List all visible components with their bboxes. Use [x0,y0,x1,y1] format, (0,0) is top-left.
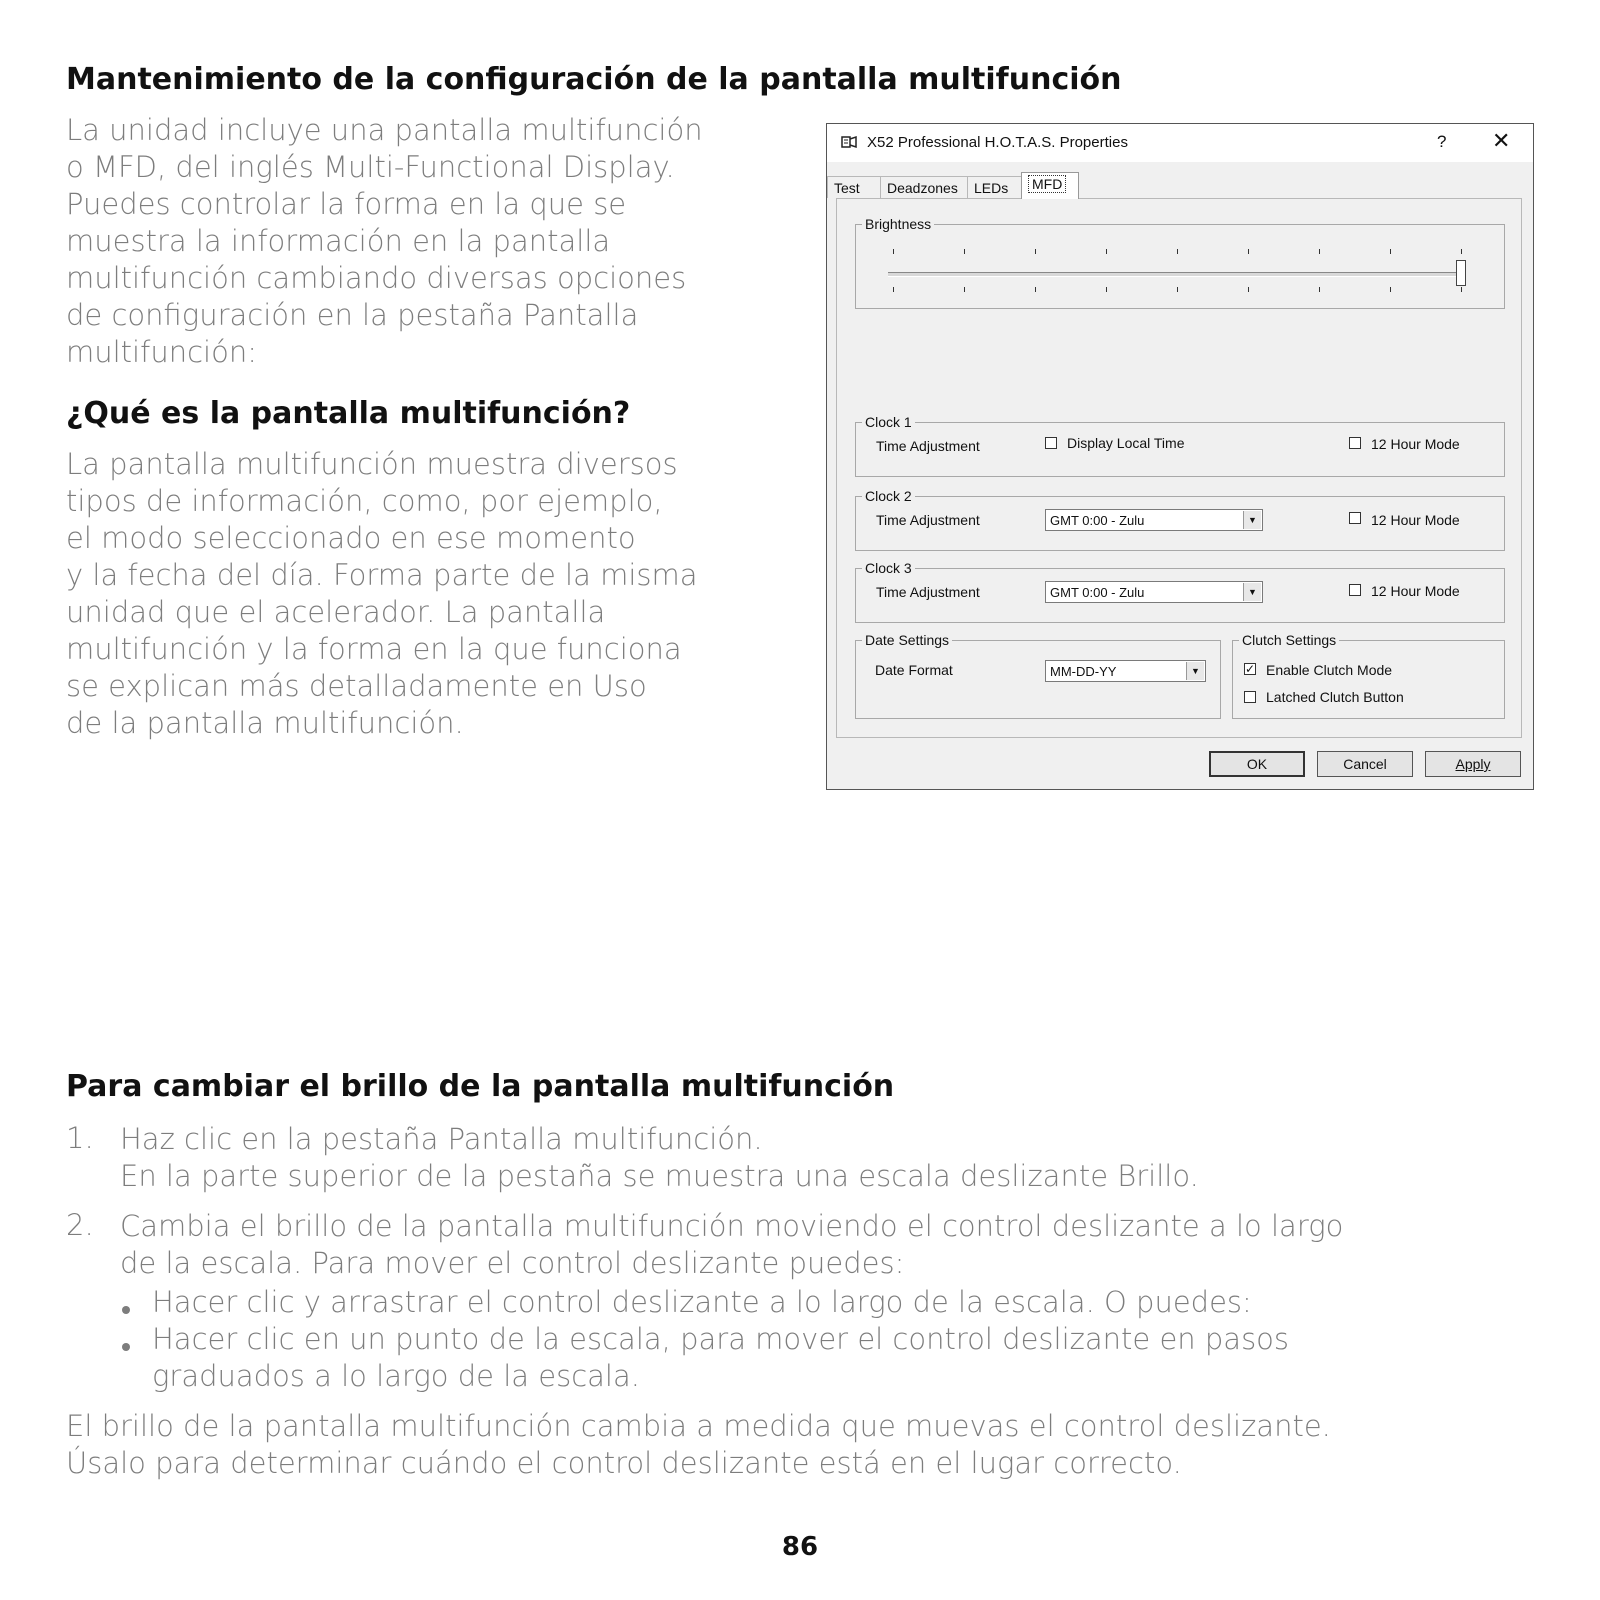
chevron-down-icon[interactable]: ▼ [1243,583,1261,601]
brightness-slider-thumb[interactable] [1456,260,1466,286]
text-line: El brillo de la pantalla multifunción cambia a medida que muevas el control deslizante. [66,1409,1331,1443]
slider-tick [1390,249,1391,254]
slider-tick [893,249,894,254]
slider-tick [964,287,965,292]
bullet-icon [122,1306,130,1314]
clutch-settings-legend: Clutch Settings [1239,632,1339,648]
clock2-legend: Clock 2 [862,488,915,504]
enable-clutch-label: Enable Clutch Mode [1266,662,1393,678]
text-line: multifunción cambiando diversas opciones [66,261,687,295]
text-line: multifunción y la forma en la que funciona [66,632,682,666]
clock3-timezone-select[interactable] [1045,581,1263,603]
slider-tick [1177,287,1178,292]
date-format-value: MM-DD-YY [1050,664,1117,679]
text-line: Úsalo para determinar cuándo el control deslizante está en el lugar correcto. [66,1446,1182,1480]
text-line: el modo seleccionado en ese momento [66,521,636,555]
text-line: de configuración en la pestaña Pantalla [66,298,639,332]
clock3-group [855,560,1505,623]
mfd-tab-panel [836,198,1522,738]
bullet-item [152,1321,1542,1395]
section-heading-mfd-settings: Mantenimiento de la configuración de la pantalla multifunción [66,62,1122,97]
properties-dialog [826,123,1534,790]
chevron-down-icon[interactable]: ▼ [1243,511,1261,529]
brightness-group [855,216,1505,309]
brightness-legend: Brightness [862,216,934,232]
tab-leds[interactable] [967,176,1022,198]
tab-mfd[interactable] [1021,172,1079,199]
text-line: muestra la información en la pantalla [66,224,611,258]
text-line: se explican más detalladamente en Uso [66,669,647,703]
slider-tick [1106,249,1107,254]
slider-tick [1319,249,1320,254]
clock1-12-hour-checkbox[interactable] [1349,437,1361,449]
bullet-icon [122,1343,130,1351]
text-line: La unidad incluye una pantalla multifunción [66,113,703,147]
display-local-time-label: Display Local Time [1067,435,1185,451]
section-heading-change-brightness: Para cambiar el brillo de la pantalla multifunción [66,1069,895,1104]
clock3-legend: Clock 3 [862,560,915,576]
text-line: La pantalla multifunción muestra diversos [66,447,678,481]
clock1-legend: Clock 1 [862,414,915,430]
slider-tick [1319,287,1320,292]
closing-paragraph [66,1408,1546,1482]
clock2-group [855,488,1505,551]
clutch-settings-group [1232,632,1505,719]
slider-tick [964,249,965,254]
section-heading-what-is-mfd: ¿Qué es la pantalla multifunción? [66,396,631,431]
date-format-select[interactable] [1045,660,1206,682]
help-button[interactable]: ? [1437,132,1447,151]
slider-tick [1248,287,1249,292]
slider-tick [1390,287,1391,292]
brightness-track [888,272,1466,277]
slider-tick [1177,249,1178,254]
slider-tick [1035,287,1036,292]
text-line: unidad que el acelerador. La pantalla [66,595,606,629]
tab-test[interactable] [827,176,881,198]
ok-button[interactable]: OK [1209,751,1305,777]
text-line: Haz clic en la pestaña Pantalla multifunción. [120,1122,763,1156]
enable-clutch-checkbox[interactable]: ✓ [1245,662,1256,676]
text-line: Hacer clic en un punto de la escala, para mover el control deslizante en pasos [152,1322,1290,1356]
what-is-paragraph [66,446,786,742]
clock1-group [855,414,1505,477]
clock2-12-hour-checkbox[interactable] [1349,512,1361,524]
tab-deadzones[interactable] [880,176,968,198]
text-line: En la parte superior de la pestaña se muestra una escala deslizante Brillo. [120,1159,1199,1193]
text-line: de la escala. Para mover el control deslizante puedes: [120,1246,905,1280]
bullet-item [152,1284,1542,1321]
step-1 [120,1121,1540,1195]
slider-tick [1106,287,1107,292]
close-button[interactable]: ✕ [1492,128,1511,153]
time-adjustment-label: Time Adjustment [876,512,980,528]
tab-label: Test [834,180,860,196]
text-line: Hacer clic y arrastrar el control deslizante a lo largo de la escala. O puedes: [152,1285,1252,1319]
tab-label: LEDs [974,180,1009,196]
text-line: Puedes controlar la forma en la que se [66,187,627,221]
step-number: 1. [66,1121,94,1155]
latched-clutch-checkbox[interactable] [1244,691,1256,703]
dialog-titlebar [827,124,1533,162]
text-line: o MFD, del inglés Multi-Functional Display. [66,150,675,184]
step-2 [120,1208,1540,1282]
slider-tick [1035,249,1036,254]
clock3-12-hour-label: 12 Hour Mode [1371,583,1460,599]
slider-tick [1461,287,1462,292]
joystick-icon [841,135,857,149]
date-format-label: Date Format [875,662,953,678]
cancel-button[interactable]: Cancel [1317,751,1413,777]
step-number: 2. [66,1208,94,1242]
text-line: y la fecha del día. Forma parte de la misma [66,558,698,592]
tab-label: Deadzones [887,180,958,196]
text-line: de la pantalla multifunción. [66,706,464,740]
date-settings-legend: Date Settings [862,632,952,648]
clock1-12-hour-label: 12 Hour Mode [1371,436,1460,452]
slider-tick [1248,249,1249,254]
display-local-time-checkbox[interactable] [1045,437,1057,449]
timezone-value: GMT 0:00 - Zulu [1050,585,1145,600]
clock3-12-hour-checkbox[interactable] [1349,584,1361,596]
clock2-timezone-select[interactable] [1045,509,1263,531]
tab-label: MFD [1028,175,1066,193]
latched-clutch-label: Latched Clutch Button [1266,689,1404,705]
date-settings-group [855,632,1221,719]
timezone-value: GMT 0:00 - Zulu [1050,513,1145,528]
text-line: multifunción: [66,335,257,369]
text-line: graduados a lo largo de la escala. [152,1359,640,1393]
time-adjustment-label: Time Adjustment [876,438,980,454]
text-line: tipos de información, como, por ejemplo, [66,484,663,518]
intro-paragraph [66,112,786,371]
dialog-title: X52 Professional H.O.T.A.S. Properties [867,134,1128,151]
text-line: Cambia el brillo de la pantalla multifunción moviendo el control deslizante a lo largo [120,1209,1344,1243]
clock2-12-hour-label: 12 Hour Mode [1371,512,1460,528]
page-number: 86 [781,1532,819,1562]
slider-tick [893,287,894,292]
apply-button[interactable]: Apply [1425,751,1521,777]
chevron-down-icon[interactable]: ▼ [1186,662,1204,680]
time-adjustment-label: Time Adjustment [876,584,980,600]
slider-tick [1461,249,1462,254]
